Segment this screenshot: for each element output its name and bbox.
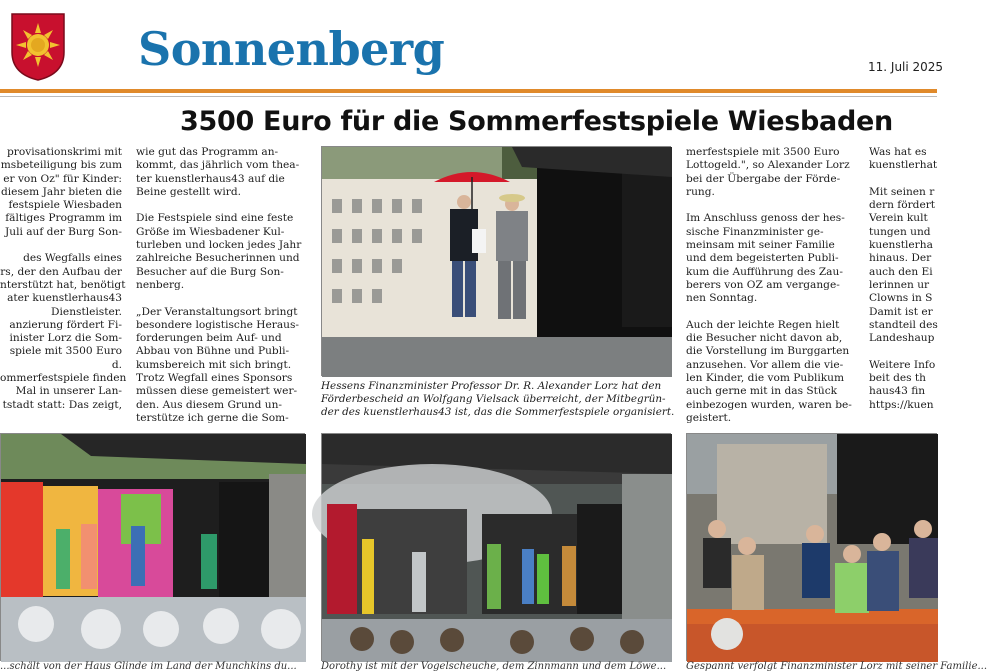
- text-line: [136, 199, 306, 212]
- text-line: geistert.: [686, 411, 732, 424]
- text-line: diesem Jahr bieten die: [1, 185, 122, 198]
- text-line: inister Lorz die Som-: [9, 332, 122, 345]
- city-crest-logo: [10, 12, 66, 82]
- text-line: die Vorstellung im Burggarten: [686, 345, 850, 358]
- text-line: ater kuenstlerhaus43: [7, 292, 122, 305]
- text-line: [686, 306, 856, 319]
- text-line: nenberg.: [136, 278, 185, 291]
- text-line: beit des th: [869, 372, 926, 385]
- caption-line: Förderbescheid an Wolfgang Vielsack überreicht, der Mitbegrün-: [321, 393, 666, 405]
- text-line: wie gut das Programm an-: [136, 146, 279, 158]
- text-line: standteil des: [869, 318, 938, 331]
- main-photo-caption: [321, 380, 674, 419]
- text-line: rs, der den Aufbau der: [0, 265, 122, 278]
- masthead-rule-thin: [0, 96, 937, 97]
- text-line: spiele mit 3500 Euro: [9, 345, 122, 358]
- text-line: https://kuen: [869, 398, 934, 411]
- text-line: Im Anschluss genoss der hes-: [686, 212, 845, 225]
- caption-line: Hessens Finanzminister Professor Dr. R. Alexander Lorz hat den: [321, 380, 662, 392]
- text-line: Juli auf der Burg Son-: [5, 225, 122, 238]
- text-line: Mit seinen r: [869, 185, 935, 198]
- handover-photo-image: [322, 147, 672, 377]
- text-line: Auch der leichte Regen hielt: [686, 318, 840, 331]
- text-line: Verein kult: [869, 212, 928, 225]
- text-line: d.: [111, 358, 122, 371]
- text-line: des Wegfalls eines: [23, 252, 122, 265]
- text-line: nterstützt hat, benötigt: [0, 278, 126, 291]
- article-column-1: [0, 146, 127, 412]
- caption-line: der des kuenstlerhaus43 ist, das die Sommerfestspiele organisiert.: [321, 406, 675, 418]
- text-line: kum die Aufführung des Zau-: [686, 265, 843, 278]
- text-line: lerinnen ur: [869, 278, 930, 291]
- text-line: [869, 173, 937, 186]
- issue-date: 11. Juli 2025: [868, 60, 944, 74]
- text-line: Was hat es: [869, 146, 927, 158]
- text-line: anzusehen. Vor allem die vie-: [686, 358, 844, 371]
- text-line: Beine gestellt wird.: [136, 185, 241, 198]
- article-column-3: [686, 146, 856, 425]
- text-line: einbezogen wurden, waren be-: [686, 398, 852, 411]
- text-line: besondere logistische Heraus-: [136, 318, 300, 331]
- text-line: kuenstlerha: [869, 239, 933, 252]
- text-line: terstütze ich gerne die Som-: [136, 411, 289, 424]
- text-line: ter kuenstlerhaus43 auf die: [136, 172, 285, 185]
- text-line: meinsam mit seiner Familie: [686, 239, 835, 252]
- photo-caption-left: ...schält von der Haus Glinde im Land der Munchkins du...: [0, 661, 297, 672]
- text-line: auch den Ei: [869, 265, 933, 278]
- text-line: [136, 292, 306, 305]
- text-line: bei der Übergabe der Förde-: [686, 172, 841, 185]
- masthead-rule: [0, 89, 937, 93]
- text-line: hinaus. Der: [869, 252, 932, 265]
- photo-caption-right: Gespannt verfolgt Finanzminister Lorz mit seiner Familie...: [686, 661, 987, 672]
- text-line: Trotz Wegfall eines Sponsors: [136, 372, 293, 385]
- text-line: auch gerne mit in das Stück: [686, 385, 838, 398]
- photo-caption-middle: Dorothy ist mit der Vogelscheuche, dem Zinnmann und dem Löwe...: [321, 661, 667, 672]
- text-line: müssen diese gemeistert wer-: [136, 385, 298, 398]
- text-line: rung.: [686, 185, 715, 198]
- text-line: [869, 345, 937, 358]
- text-line: die Besucher nicht davon ab,: [686, 332, 843, 345]
- text-line: Größe im Wiesbadener Kul-: [136, 225, 285, 238]
- text-line: [686, 199, 856, 212]
- article-column-4: [869, 146, 937, 412]
- text-line: [0, 239, 122, 252]
- text-line: Abbau von Bühne und Publi-: [136, 345, 290, 358]
- text-line: nen Sonntag.: [686, 292, 758, 305]
- text-line: Weitere Info: [869, 358, 936, 371]
- text-line: zahlreiche Besucherinnen und: [136, 252, 300, 265]
- text-line: kumsbereich mit sich bringt.: [136, 358, 292, 371]
- text-line: kommt, das jährlich vom thea-: [136, 159, 300, 172]
- munchkin-scene-image: [1, 434, 306, 662]
- text-line: festspiele Wiesbaden: [8, 199, 122, 212]
- text-line: msbeteiligung bis zum: [0, 159, 122, 172]
- text-line: Landeshaup: [869, 332, 935, 345]
- text-line: Clowns in S: [869, 292, 933, 305]
- text-line: kuenstlerhat: [869, 159, 938, 172]
- main-photo-handover: [321, 146, 671, 376]
- text-line: len Kinder, die vom Publikum: [686, 372, 845, 385]
- stage-photo-munchkins: [0, 433, 305, 661]
- dorothy-scene-image: [322, 434, 672, 662]
- text-line: Dienstleister.: [51, 305, 122, 318]
- text-line: anzierung fördert Fi-: [9, 318, 122, 331]
- text-line: Lottogeld.", so Alexander Lorz: [686, 159, 850, 172]
- audience-photo: [686, 433, 937, 661]
- masthead-title: Sonnenberg: [138, 22, 445, 76]
- stage-photo-dorothy: [321, 433, 671, 661]
- text-line: tstadt statt: Das zeigt,: [2, 398, 122, 411]
- text-line: den. Aus diesem Grund un-: [136, 398, 282, 411]
- text-line: „Der Veranstaltungsort bringt: [136, 305, 298, 318]
- text-line: merfestspiele mit 3500 Euro: [686, 146, 840, 158]
- text-line: haus43 fin: [869, 385, 926, 398]
- text-line: berers von OZ am vergange-: [686, 278, 840, 291]
- article-headline: 3500 Euro für die Sommerfestspiele Wiesbaden: [180, 106, 893, 137]
- text-line: sische Finanzminister ge-: [686, 225, 824, 238]
- text-line: und dem begeisterten Publi-: [686, 252, 839, 265]
- text-line: Besucher auf die Burg Son-: [136, 265, 284, 278]
- text-line: provisationskrimi mit: [7, 146, 122, 158]
- text-line: dern fördert: [869, 199, 936, 212]
- text-line: turleben und locken jedes Jahr: [136, 239, 302, 252]
- text-line: er von Oz" für Kinder:: [3, 172, 122, 185]
- text-line: tungen und: [869, 225, 931, 238]
- text-line: ommerfestspiele finden: [0, 372, 127, 385]
- text-line: forderungen beim Auf- und: [136, 332, 282, 345]
- text-line: fältiges Programm im: [5, 212, 122, 225]
- text-line: Damit ist er: [869, 305, 933, 318]
- text-line: Die Festspiele sind eine feste: [136, 212, 294, 225]
- article-column-2: [136, 146, 306, 425]
- audience-image: [687, 434, 938, 662]
- text-line: Mal in unserer Lan-: [15, 385, 122, 398]
